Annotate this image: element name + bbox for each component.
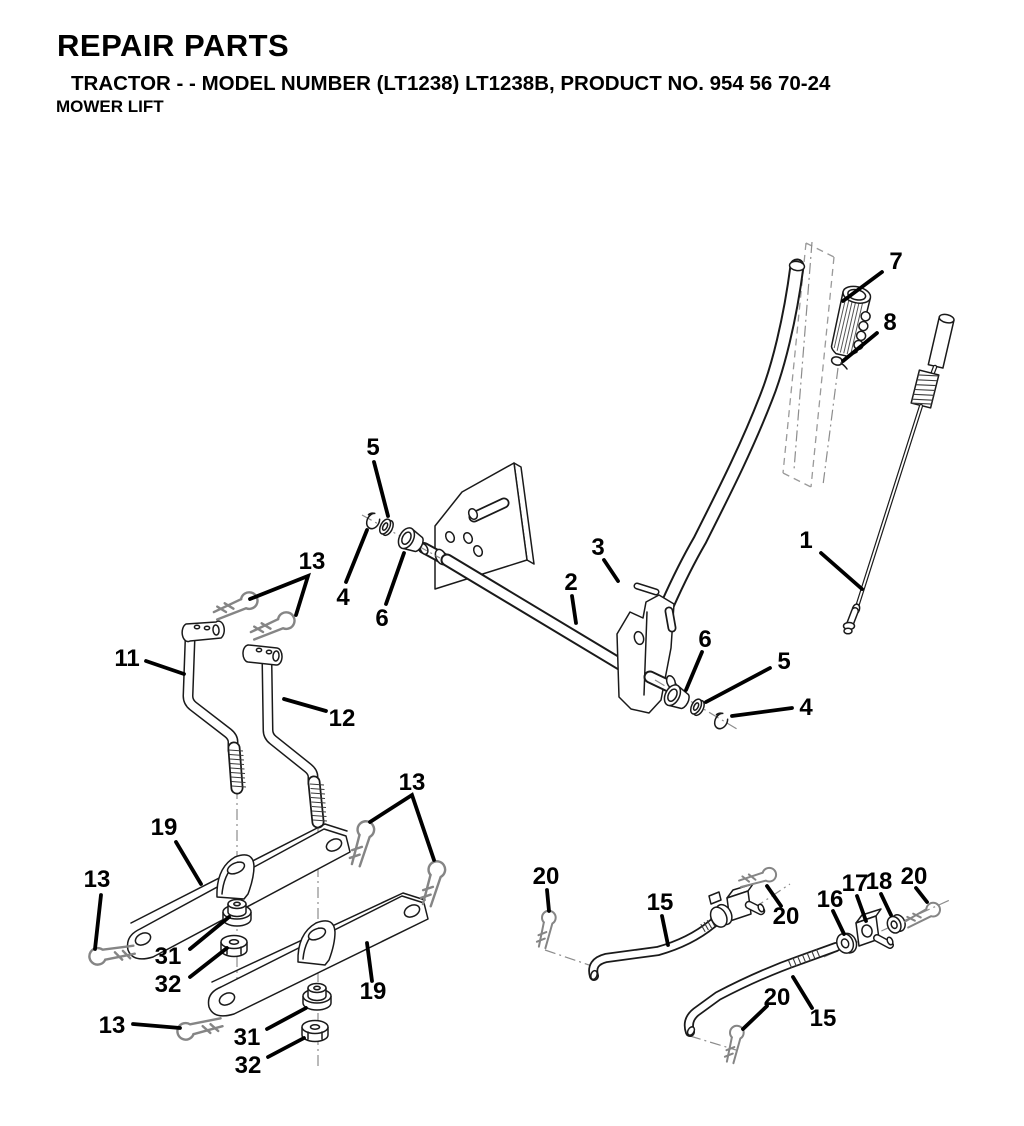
section-title: MOWER LIFT [56,97,164,116]
lift-mounting-plate [435,463,534,589]
callout-7: 7 [889,248,903,275]
callout-20-d: 20 [763,984,791,1011]
hairpin-clip-icon [724,1025,744,1064]
trunnion-rear [303,984,331,1011]
callout-15-front: 15 [646,889,674,916]
nut-rear [302,1021,328,1042]
callout-12: 12 [328,705,356,732]
callout-20-c: 20 [900,863,928,890]
callout-19-rear: 19 [359,978,387,1005]
page-title: REPAIR PARTS [57,28,290,63]
callout-6-right: 6 [698,626,712,653]
callout-31-rear: 31 [233,1024,261,1051]
callout-2: 2 [564,569,578,596]
callout-15-rear: 15 [809,1005,837,1032]
callout-17: 17 [841,870,869,897]
callout-20-a: 20 [532,863,560,890]
callout-1: 1 [799,527,813,554]
callout-32-rear: 32 [234,1052,262,1079]
callout-13-links: 13 [298,548,326,575]
callout-5-left: 5 [366,434,380,461]
callout-18: 18 [865,868,893,895]
hairpin-clip-icon [248,606,297,647]
callout-11: 11 [114,645,140,672]
callout-31-front: 31 [154,943,182,970]
nut-front [221,936,247,957]
callout-3: 3 [591,534,605,561]
callout-5-right: 5 [777,648,791,675]
callout-19-front: 19 [150,814,178,841]
callout-13-left: 13 [83,866,111,893]
hairpin-clip-icon [536,910,556,949]
callout-4-left: 4 [336,584,350,611]
hairpin-clip-icon [420,860,446,908]
roll-pin [637,586,656,592]
hairpin-clip-icon [349,820,375,868]
callout-6-left: 6 [375,605,389,632]
callout-20-b: 20 [772,903,800,930]
model-number-line: TRACTOR - - MODEL NUMBER (LT1238) LT1238B, PRODUCT NO. 954 56 70-24 [71,72,831,95]
callout-16: 16 [816,886,844,913]
washer-16 [834,930,859,957]
callout-labels [84,248,928,1079]
callout-4-right: 4 [799,694,813,721]
callout-32-front: 32 [154,971,182,998]
callout-13-mid: 13 [398,769,426,796]
callout-8: 8 [883,309,897,336]
flange-nut-18 [885,913,908,935]
hairpin-clip-icon [903,898,943,934]
callout-13-bottom: 13 [98,1012,126,1039]
leader-lines [95,272,927,1057]
